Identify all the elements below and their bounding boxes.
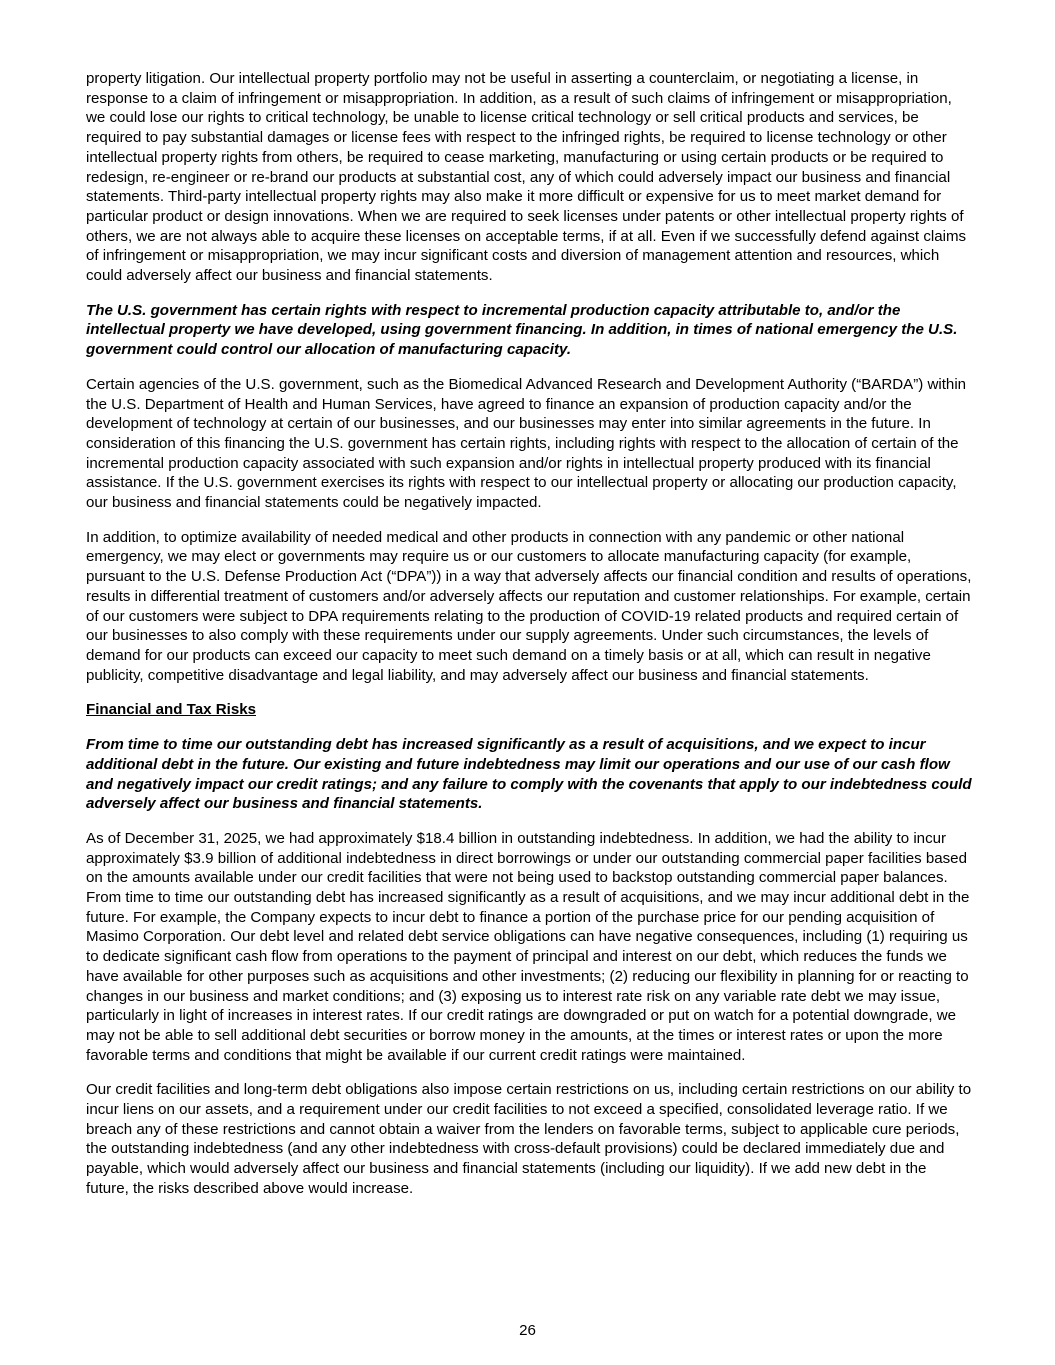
document-page <box>86 69 972 1214</box>
risk-heading-government-rights: The U.S. government has certain rights with respect to incremental production capacity attributable to, and/or the intellectual property we have developed, using government financing. In addition, in times of national emergency the U.S. government could control our allocation of manufacturing capacity. <box>86 301 958 359</box>
page-number: 26 <box>519 1322 536 1339</box>
paragraph-ip-litigation: property litigation. Our intellectual property portfolio may not be useful in asserting a counterclaim, or negotiating a license, in response to a claim of infringement or misappropriation. In addition, as a result of such claims of infringement or misappropriation, we could lose our rights to critical technology, be unable to license critical technology or sell critical products and services, be required to pay substantial damages or license fees with respect to the infringed rights, be required to license technology or other intellectual property rights from others, be required to cease marketing, manufacturing or using certain products or be required to redesign, re-engineer or re-brand our products at substantial cost, any of which could adversely impact our business and financial statements. Third-party intellectual property rights may also make it more difficult or expensive for us to meet market demand for particular product or design innovations. When we are required to seek licenses under patents or other intellectual property rights of others, we are not always able to acquire these licenses on acceptable terms, if at all. Even if we successfully defend against claims of infringement or misappropriation, we may incur significant costs and diversion of management attention and resources, which could adversely affect our business and financial statements. <box>86 70 967 285</box>
paragraph-indebtedness: As of December 31, 2025, we had approximately $18.4 billion in outstanding indebtedness. In addition, we had the ability to incur approximately $3.9 billion of additional indebtedness in direct borrowings or under our outstanding commercial paper facilities based on the amounts available under our credit facilities that were not being used to backstop outstanding commercial paper balances. From time to time our outstanding debt has increased significantly as a result of acquisitions, and we may incur additional debt in the future. For example, the Company expects to incur debt to finance a portion of the purchase price for our pending acquisition of Masimo Corporation. Our debt level and related debt service obligations can have negative consequences, including (1) requiring us to dedicate significant cash flow from operations to the payment of principal and interest on our debt, which reduces the funds we have available for other purposes such as acquisitions and other investments; (2) reducing our flexibility in planning for or reacting to changes in our business and market conditions; and (3) exposing us to interest rate risk on any variable rate debt we may issue, particularly in light of increases in interest rates. If our credit ratings are downgraded or put on watch for a potential downgrade, we may not be able to sell additional debt securities or borrow money in the amounts, at the times or interest rates or upon the more favorable terms and conditions that might be available if our current credit ratings were maintained. <box>86 829 970 1064</box>
paragraph-dpa: In addition, to optimize availability of needed medical and other products in connection with any pandemic or other national emergency, we may elect or governments may require us or our customers to allocate manufacturing capacity (for example, pursuant to the U.S. Defense Production Act (“DPA”)) in a way that adversely affects our financial condition and results of operations, results in differential treatment of customers and/or adversely affects our reputation and customer relationships. For example, certain of our customers were subject to DPA requirements relating to the production of COVID-19 related products and required certain of our businesses to also comply with these requirements under our supply agreements. Under such circumstances, the levels of demand for our products can exceed our capacity to meet such demand on a timely basis or at all, which can result in negative publicity, competitive disadvantage and legal liability, and may adversely affect our business and financial statements. <box>86 528 972 684</box>
section-heading-financial-tax-risks: Financial and Tax Risks <box>86 701 257 719</box>
risk-heading-debt: From time to time our outstanding debt has increased significantly as a result of acquisitions, and we expect to incur additional debt in the future. Our existing and future indebtedness may limit our operations and our use of our cash flow and negatively impact our credit ratings; and any failure to comply with the covenants that apply to our indebtedness could adversely affect our business and financial statements. <box>86 736 972 813</box>
paragraph-credit-facilities: Our credit facilities and long-term debt obligations also impose certain restrictions on us, including certain restrictions on our ability to incur liens on our assets, and a requirement under our credit facilities to not exceed a specified, consolidated leverage ratio. If we breach any of these restrictions and cannot obtain a waiver from the lenders on favorable terms, subject to applicable cure periods, the outstanding indebtedness (and any other indebtedness with cross-default provisions) could be declared immediately due and payable, which would adversely affect our business and financial statements (including our liquidity). If we add new debt in the future, the risks described above would increase. <box>86 1081 972 1197</box>
paragraph-barda: Certain agencies of the U.S. government, such as the Biomedical Advanced Research and Development Authority (“BARDA”) within the U.S. Department of Health and Human Services, have agreed to finance an expansion of production capacity and/or the development of technology at certain of our businesses, and our businesses may enter into similar agreements in the future. In consideration of this financing the U.S. government has certain rights, including rights with respect to the allocation of certain of the incremental production capacity associated with such expansion and/or rights in intellectual property produced with its financial assistance. If the U.S. government exercises its rights with respect to our intellectual property or allocating our production capacity, our business and financial statements could be negatively impacted. <box>86 375 967 512</box>
